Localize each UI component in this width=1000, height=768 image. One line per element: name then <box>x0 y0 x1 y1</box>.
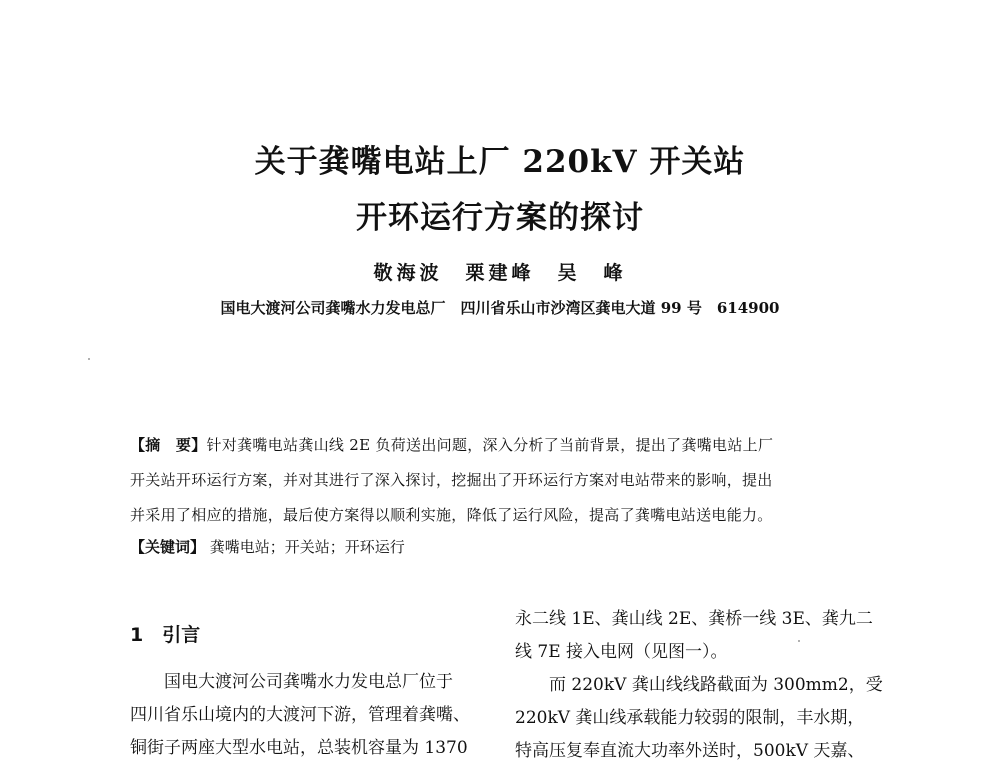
left-column <box>130 666 490 765</box>
abstract-line-2: 开关站开环运行方案，并对其进行了深入探讨，挖掘出了开环运行方案对电站带来的影响，提出 <box>130 471 773 489</box>
authors: 敬海波 栗建峰 吴 峰 <box>373 262 627 284</box>
keywords-text: 龚嘴电站；开关站；开环运行 <box>209 538 405 556</box>
right-line-1: 永二线 1E、龚山线 2E、龚桥一线 3E、龚九二 <box>515 609 873 629</box>
abstract <box>130 428 872 533</box>
right-line-4: 220kV 龚山线承载能力较弱的限制，丰水期， <box>515 708 865 728</box>
left-line-1: 国电大渡河公司龚嘴水力发电总厂位于 <box>164 672 453 692</box>
paper-title-line-2: 开环运行方案的探讨 <box>356 200 644 236</box>
keywords <box>130 536 405 557</box>
right-line-5: 特高压复奉直流大功率外送时，500kV 天嘉、 <box>515 741 865 761</box>
affiliation: 国电大渡河公司龚嘴水力发电总厂 四川省乐山市沙湾区龚电大道 99 号 614900 <box>220 299 780 317</box>
scan-speck <box>798 640 800 642</box>
keywords-label: 【关键词】 <box>130 538 206 556</box>
abstract-line-3: 并采用了相应的措施，最后使方案得以顺利实施，降低了运行风险，提高了龚嘴电站送电能力。 <box>130 506 773 524</box>
scan-speck <box>88 358 90 360</box>
right-column <box>515 603 883 768</box>
right-line-2: 线 7E 接入电网（见图一）。 <box>515 642 728 662</box>
left-line-2: 四川省乐山境内的大渡河下游，管理着龚嘴、 <box>130 705 470 725</box>
abstract-line-1: 【摘 要】针对龚嘴电站龚山线 2E 负荷送出问题，深入分析了当前背景，提出了龚嘴电站上厂 <box>130 436 774 454</box>
paper-title-line-1: 关于龚嘴电站上厂 220kV 开关站 <box>254 144 746 180</box>
right-line-3: 而 220kV 龚山线线路截面为 300mm2，受 <box>549 675 883 695</box>
left-line-3: 铜街子两座大型水电站，总装机容量为 1370 <box>130 738 468 758</box>
section-heading: 1 引言 <box>130 624 201 646</box>
abstract-label: 【摘 要】 <box>130 436 207 454</box>
